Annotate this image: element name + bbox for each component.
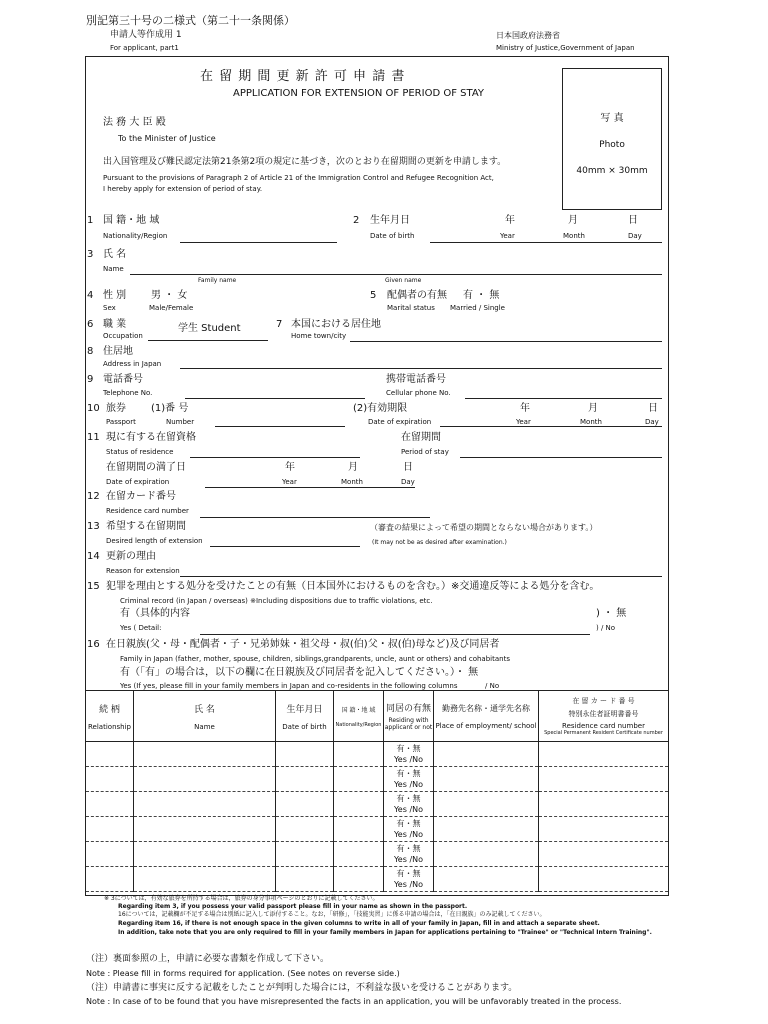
item15-yes-jp[interactable]: 有（具体的内容	[120, 608, 190, 619]
occupation-field[interactable]	[148, 340, 268, 341]
item12-label-jp: 在留カード番号	[106, 491, 176, 502]
table-cell[interactable]	[434, 792, 539, 817]
item5-label-en: Marital status	[387, 304, 435, 312]
table-row	[86, 867, 669, 892]
birth-day-jp: 日	[628, 215, 638, 226]
table-cell[interactable]	[539, 767, 669, 792]
family-table	[85, 690, 669, 892]
item12-num: 12	[87, 491, 100, 502]
desired-length-field[interactable]	[210, 546, 360, 547]
photo-box[interactable]	[562, 68, 662, 210]
pass-day-jp: 日	[648, 403, 658, 414]
photo-size: 40mm × 30mm	[576, 166, 648, 176]
col-relationship: 続 柄 Relationship	[86, 691, 134, 742]
occupation-value[interactable]: 学生 Student	[178, 323, 241, 334]
table-cell[interactable]	[334, 842, 384, 867]
table-cell[interactable]	[334, 792, 384, 817]
mobile-label-jp: 携帯電話番号	[386, 374, 446, 385]
table-cell[interactable]	[134, 742, 276, 767]
table-cell[interactable]	[334, 867, 384, 892]
item10-num: 10	[87, 403, 100, 414]
table-cell[interactable]	[86, 767, 134, 792]
item8-num: 8	[87, 346, 94, 357]
pass-month-en: Month	[580, 418, 602, 426]
yes-no-en: Yes /No	[393, 830, 424, 839]
table-cell[interactable]	[434, 742, 539, 767]
preamble-jp: 出入国管理及び難民認定法第21条第2項の規定に基づき，次のとおり在留期間の更新を申請します。	[103, 157, 507, 167]
item13-label-jp: 希望する在留期間	[106, 521, 186, 532]
residing-yes-no[interactable]	[384, 842, 434, 867]
table-note-1: ※ 3については，有効な旅券を所持する場合は，旅券の身分事項ページのとおりに記載してください。	[104, 895, 379, 902]
item16-label-jp: 在日親族(父・母・配偶者・子・兄弟姉妹・祖父母・叔(伯)父・叔(伯)母など)及び同居者	[106, 639, 500, 650]
passport-exp-label-en: Date of expiration	[368, 418, 432, 426]
marital-options-en: Married / Single	[450, 304, 505, 312]
name-field[interactable]	[130, 274, 662, 275]
table-note-5: In addition, take note that you are only required to fill in your family members in Japan for applications pertaining to "Trainee" or "Technical Intern Training".	[118, 929, 652, 936]
exp-day-jp: 日	[403, 462, 413, 473]
birth-year-jp: 年	[505, 215, 515, 226]
table-cell[interactable]	[86, 842, 134, 867]
preamble-en-2: I hereby apply for extension of period of stay.	[103, 185, 263, 193]
pass-day-en: Day	[645, 418, 659, 426]
table-cell[interactable]	[334, 817, 384, 842]
residing-yes-no[interactable]	[384, 742, 434, 767]
criminal-detail-field[interactable]	[200, 634, 590, 635]
passport-no-label-en: Number	[166, 418, 195, 426]
item8-label-jp: 住居地	[103, 346, 133, 357]
table-cell[interactable]	[334, 742, 384, 767]
addressee-en: To the Minister of Justice	[118, 134, 216, 143]
item16-label-en: Family in Japan (father, mother, spouse, children, siblings,grandparents, uncle, aunt or others) and cohabitants	[120, 655, 510, 663]
address-field[interactable]	[180, 368, 662, 369]
marital-options-jp[interactable]: 有 ・ 無	[463, 290, 500, 301]
item13-note-jp: （審査の結果によって希望の期間とならない場合があります。）	[370, 523, 598, 532]
for-applicant-jp: 申請人等作成用 1	[110, 30, 182, 40]
item8-label-en: Address in Japan	[103, 360, 162, 368]
birth-month-jp: 月	[568, 215, 578, 226]
family-table-header	[86, 691, 669, 742]
photo-label-en: Photo	[599, 140, 625, 150]
yes-no-jp: 有・無	[396, 769, 421, 778]
exp-month-en: Month	[341, 478, 363, 486]
pass-year-en: Year	[516, 418, 531, 426]
item12-label-en: Residence card number	[106, 507, 189, 515]
table-cell[interactable]	[334, 767, 384, 792]
table-cell[interactable]	[134, 792, 276, 817]
reason-field[interactable]	[180, 576, 662, 577]
item10-label-jp: 旅券	[106, 403, 126, 414]
item13-label-en: Desired length of extension	[106, 537, 203, 545]
table-row	[86, 767, 669, 792]
table-row	[86, 842, 669, 867]
photo-label-jp: 写 真	[600, 113, 624, 124]
hometown-field[interactable]	[350, 341, 662, 342]
table-cell[interactable]	[539, 867, 669, 892]
sex-options-en: Male/Female	[149, 304, 194, 312]
status-field[interactable]	[190, 457, 360, 458]
table-cell[interactable]	[276, 767, 334, 792]
exp-day-en: Day	[401, 478, 415, 486]
yes-no-jp: 有・無	[396, 744, 421, 753]
pass-month-jp: 月	[588, 403, 598, 414]
yes-no-jp: 有・無	[396, 844, 421, 853]
footer-note-3: （注）申請書に事実に反する記載をしたことが判明した場合には，不利益な扱いを受けることがあります。	[86, 983, 518, 993]
item2-label-en: Date of birth	[370, 232, 415, 240]
item11-label-jp: 現に有する在留資格	[106, 432, 196, 443]
table-cell[interactable]	[134, 767, 276, 792]
birth-day-en: Day	[628, 232, 642, 240]
residing-yes-no[interactable]	[384, 767, 434, 792]
residing-yes-no[interactable]	[384, 792, 434, 817]
item15-yes-en: Yes ( Detail:	[120, 624, 162, 632]
item7-label-jp: 本国における居住地	[291, 319, 381, 330]
birth-year-en: Year	[500, 232, 515, 240]
period-field[interactable]	[460, 457, 662, 458]
item1-label-en: Nationality/Region	[103, 232, 168, 240]
table-row	[86, 792, 669, 817]
family-name-label: Family name	[198, 277, 237, 284]
exp-month-jp: 月	[348, 462, 358, 473]
item9-label-en: Telephone No.	[103, 389, 153, 397]
table-cell[interactable]	[434, 767, 539, 792]
item16-yes-jp[interactable]: 有（「有」の場合は，以下の欄に在日親族及び同居者を記入してください。）・ 無	[120, 667, 479, 678]
table-note-3: 16については，記載欄が不足する場合は別紙に記入して添付すること。なお，「研修」，「技能実習」に係る申請の場合は，「在日親族」のみ記載してください。	[118, 911, 546, 918]
table-cell[interactable]	[276, 867, 334, 892]
table-cell[interactable]	[434, 817, 539, 842]
item15-label-en: Criminal record (in Japan / overseas) ※Including dispositions due to traffic violations, etc.	[120, 597, 433, 605]
period-label-en: Period of stay	[401, 448, 449, 456]
table-cell[interactable]	[539, 842, 669, 867]
table-note-4: Regarding item 16, if there is not enough space in the given columns to write in all of your family in Japan, fill in and attach a separate sheet.	[118, 920, 600, 927]
mobile-label-en: Cellular phone No.	[386, 389, 451, 397]
table-cell[interactable]	[539, 792, 669, 817]
item5-num: 5	[370, 290, 377, 301]
col-card-number: 在 留 カ ー ド 番 号 特別永住者証明書番号 Residence card number Special Permanent Resident Certificate number	[539, 691, 669, 742]
yes-no-jp: 有・無	[396, 819, 421, 828]
item10-label-en: Passport	[106, 418, 136, 426]
item9-label-jp: 電話番号	[103, 374, 143, 385]
item11-num: 11	[87, 432, 100, 443]
table-note-2: Regarding item 3, if you possess your valid passport please fill in your name as shown in the passport.	[118, 903, 468, 910]
item16-num: 16	[87, 639, 100, 650]
pass-year-jp: 年	[520, 403, 530, 414]
item15-no-jp[interactable]: ) ・ 無	[596, 608, 627, 619]
item3-label-en: Name	[103, 265, 124, 273]
passport-number-field[interactable]	[215, 426, 345, 427]
item4-num: 4	[87, 290, 94, 301]
preamble-en-1: Pursuant to the provisions of Paragraph 2 of Article 21 of the Immigration Control and Refugee Recognition Act,	[103, 174, 494, 182]
item16-yes-en: Yes (If yes, please fill in your family members in Japan and co-residents in the following columns	[120, 682, 458, 690]
footer-note-1: （注）裏面参照の上，申請に必要な書類を作成して下さい。	[86, 954, 330, 964]
table-cell[interactable]	[276, 842, 334, 867]
table-cell[interactable]	[276, 792, 334, 817]
item14-label-en: Reason for extension	[106, 567, 180, 575]
item6-label-jp: 職 業	[103, 319, 127, 330]
item5-label-jp: 配偶者の有無	[387, 290, 447, 301]
addressee-jp: 法 務 大 臣 殿	[103, 117, 166, 128]
yes-no-jp: 有・無	[396, 794, 421, 803]
form-id: 別記第三十号の二様式（第二十一条関係）	[86, 14, 295, 27]
item2-num: 2	[353, 215, 360, 226]
yes-no-en: Yes /No	[393, 755, 424, 764]
item4-label-jp: 性 別	[103, 290, 127, 301]
footer-note-2: Note : Please fill in forms required for application. (See notes on reverse side.)	[86, 969, 400, 978]
table-cell[interactable]	[276, 742, 334, 767]
item3-num: 3	[87, 249, 94, 260]
exp-year-en: Year	[282, 478, 297, 486]
col-nationality: 国 籍・地 域 Nationality/Region	[334, 691, 384, 742]
item13-note-en: (It may not be as desired after examination.)	[372, 539, 507, 546]
sex-options-jp[interactable]: 男 ・ 女	[151, 290, 188, 301]
table-cell[interactable]	[86, 817, 134, 842]
col-name: 氏 名 Name	[134, 691, 276, 742]
item14-num: 14	[87, 551, 100, 562]
expiry-field[interactable]	[205, 487, 415, 488]
birth-month-en: Month	[563, 232, 585, 240]
item7-num: 7	[276, 319, 283, 330]
col-date-of-birth: 生年月日 Date of birth	[276, 691, 334, 742]
item7-label-en: Home town/city	[291, 332, 347, 340]
col-employment: 勤務先名称・通学先名称 Place of employment/ school	[434, 691, 539, 742]
passport-no-label-jp: (1)番 号	[151, 403, 189, 414]
residing-yes-no[interactable]	[384, 867, 434, 892]
item1-label-jp: 国 籍・地 域	[103, 215, 160, 226]
item3-label-jp: 氏 名	[103, 249, 127, 260]
telephone-field[interactable]	[185, 398, 365, 399]
table-row	[86, 742, 669, 767]
item11-label-en: Status of residence	[106, 448, 174, 456]
footer-note-4: Note : In case of to be found that you have misrepresented the facts in an application, you will be unfavorably treated in the process.	[86, 997, 622, 1006]
item9-num: 9	[87, 374, 94, 385]
yes-no-en: Yes /No	[393, 780, 424, 789]
birthdate-field[interactable]	[430, 242, 662, 243]
ministry-en: Ministry of Justice,Government of Japan	[496, 44, 635, 52]
passport-exp-label-jp: (2)有効期限	[353, 403, 408, 414]
table-cell[interactable]	[86, 742, 134, 767]
item15-label-jp: 犯罪を理由とする処分を受けたことの有無（日本国外におけるものを含む。）※交通違反等による処分を含む。	[106, 581, 600, 592]
nationality-field[interactable]	[180, 242, 337, 243]
item1-num: 1	[87, 215, 94, 226]
card-number-field[interactable]	[200, 517, 430, 518]
yes-no-jp: 有・無	[396, 869, 421, 878]
table-row	[86, 817, 669, 842]
period-label-jp: 在留期間	[401, 432, 441, 443]
title-jp: 在 留 期 間 更 新 許 可 申 請 書	[200, 69, 406, 84]
item13-num: 13	[87, 521, 100, 532]
table-cell[interactable]	[539, 742, 669, 767]
item6-num: 6	[87, 319, 94, 330]
exp-year-jp: 年	[285, 462, 295, 473]
item16-no-en: / No	[485, 682, 500, 690]
table-cell[interactable]	[86, 792, 134, 817]
item2-label-jp: 生年月日	[370, 215, 410, 226]
table-cell[interactable]	[134, 867, 276, 892]
table-cell[interactable]	[434, 842, 539, 867]
expiry-label-jp: 在留期間の満了日	[106, 462, 186, 473]
yes-no-en: Yes /No	[393, 855, 424, 864]
item15-no-en: ) / No	[596, 624, 616, 632]
table-cell[interactable]	[86, 867, 134, 892]
item6-label-en: Occupation	[103, 332, 143, 340]
col-residing: 同居の有無 Residing with applicant or not	[384, 691, 434, 742]
passport-expiry-field[interactable]	[440, 426, 662, 427]
expiry-label-en: Date of expiration	[106, 478, 170, 486]
yes-no-en: Yes /No	[393, 805, 424, 814]
for-applicant-en: For applicant, part1	[110, 44, 179, 52]
title-en: APPLICATION FOR EXTENSION OF PERIOD OF STAY	[233, 88, 484, 99]
table-cell[interactable]	[134, 842, 276, 867]
item14-label-jp: 更新の理由	[106, 551, 156, 562]
item15-num: 15	[87, 581, 100, 592]
table-cell[interactable]	[276, 817, 334, 842]
mobile-field[interactable]	[465, 398, 662, 399]
residing-yes-no[interactable]	[384, 817, 434, 842]
table-cell[interactable]	[539, 817, 669, 842]
item4-label-en: Sex	[103, 304, 116, 312]
given-name-label: Given name	[385, 277, 422, 284]
ministry-jp: 日本国政府法務省	[496, 31, 560, 40]
table-cell[interactable]	[134, 817, 276, 842]
table-cell[interactable]	[434, 867, 539, 892]
yes-no-en: Yes /No	[393, 880, 424, 889]
